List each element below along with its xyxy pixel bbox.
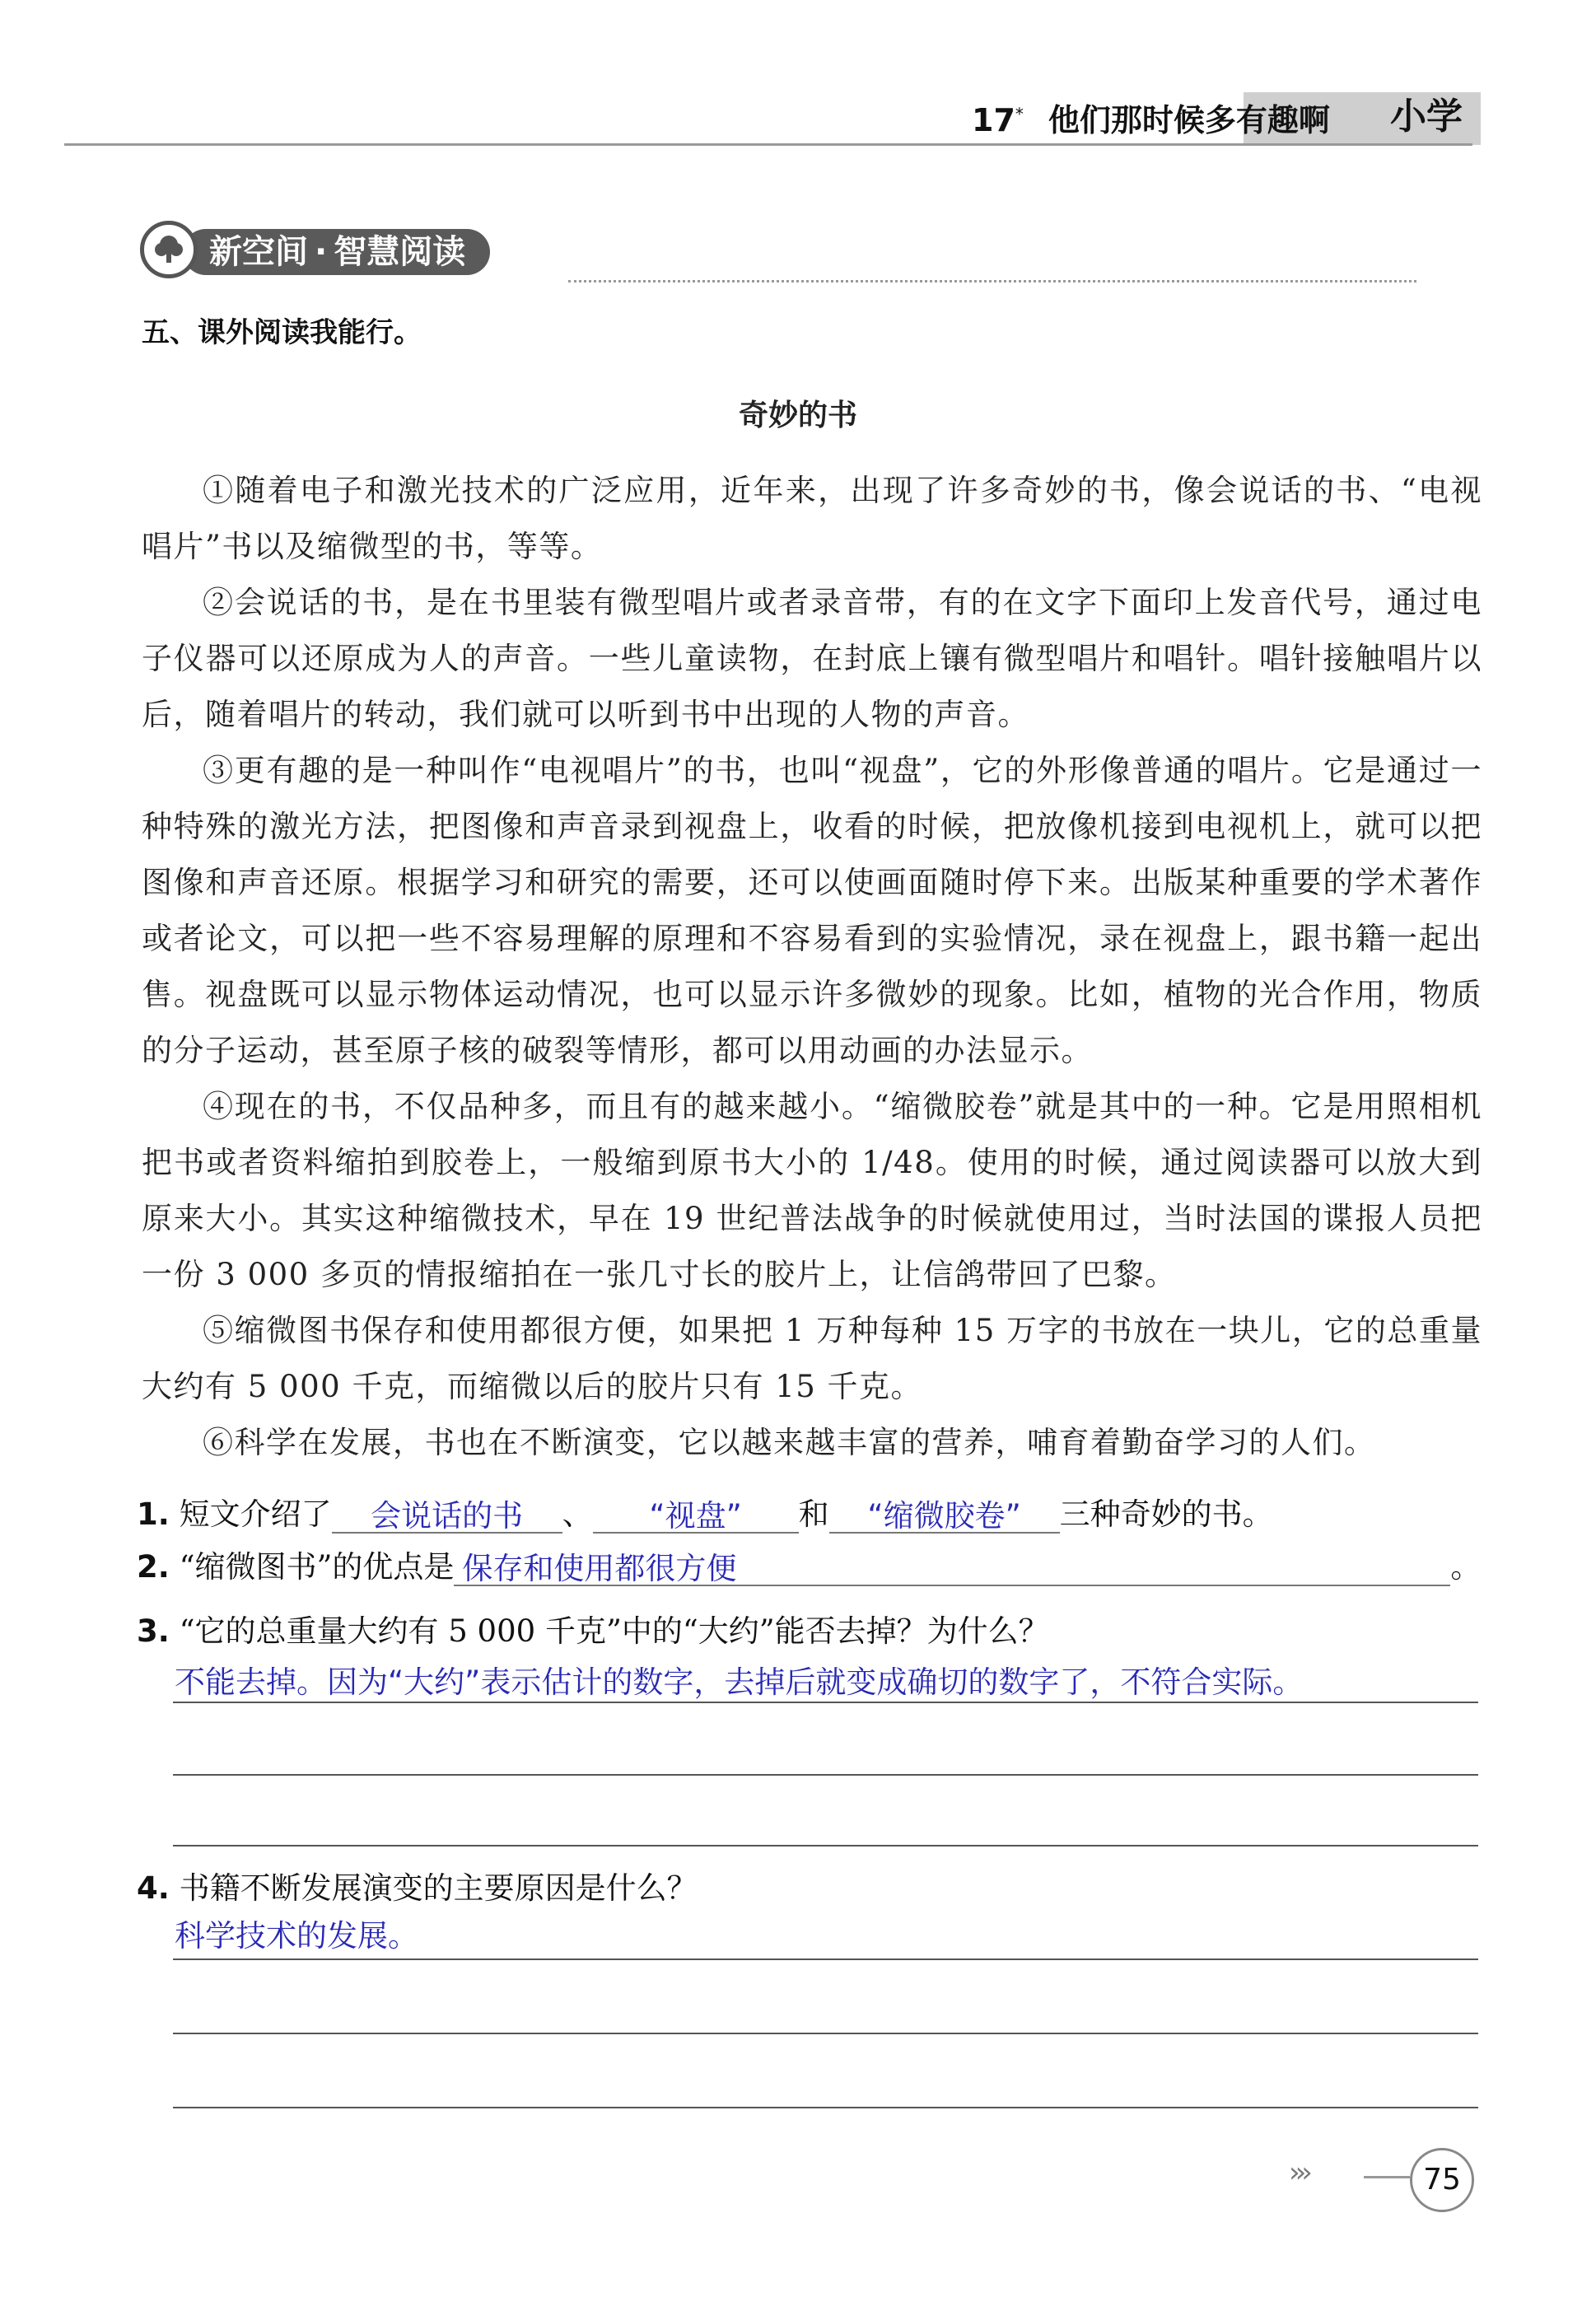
question-2-prefix: “缩微图书”的优点是 [179,1549,455,1585]
question-3-line-1[interactable] [173,1702,1478,1703]
tree-icon-graphic [151,231,187,268]
header-rule [64,143,1472,146]
section-heading [140,224,1423,278]
question-3-text: “它的总重量大约有 5 000 千克”中的“大约”能否去掉？为什么？ [179,1613,1049,1649]
question-2-suffix: 。 [1450,1549,1482,1585]
question-4-number: 4. [137,1870,170,1906]
question-4-line-1[interactable] [173,1959,1478,1960]
question-4 [137,1863,698,1907]
paragraph-5: ⑤缩微图书保存和使用都很方便，如果把 1 万种每种 15 万字的书放在一块儿，它的总重量大约有 5 000 千克，而缩微以后的胶片只有 15 千克。 [142,1313,1482,1404]
question-2-blank[interactable] [454,1543,1450,1586]
question-4-line-3[interactable] [173,2107,1478,2108]
grade-badge: 小学 [1390,96,1463,138]
question-4-answer: 科学技术的发展。 [175,1918,418,1954]
paragraph-4: ④现在的书，不仅品种多，而且有的越来越小。“缩微胶卷”就是其中的一种。它是用照相机把书或者资料缩拍到胶卷上，一般缩到原书大小的 1/48。使用的时候，通过阅读器可以放大到原来大小。其实这种缩微技术，早在 19 世纪普法战争的时候就使用过，当时法国的谍报人员把一份 3 000 多页的情报缩拍在一张几寸长的胶片上，让信鸽带回了巴黎。 [142,1089,1482,1292]
question-1-number: 1. [137,1496,170,1532]
question-2-answer: 保存和使用都很方便 [462,1551,737,1586]
page-number: 75 [1410,2148,1474,2212]
question-3-number: 3. [137,1613,170,1649]
question-1-answer-2: “视盘” [649,1498,742,1534]
question-1-suffix: 三种奇妙的书。 [1059,1496,1273,1532]
paragraph-3: ③更有趣的是一种叫作“电视唱片”的书，也叫“视盘”，它的外形像普通的唱片。它是通过一种特殊的激光方法，把图像和声音录到视盘上，收看的时候，把放像机接到电视机上，就可以把图像和声音还原。根据学习和研究的需要，还可以使画面随时停下来。出版某种重要的学术著作或者论文，可以把一些不容易理解的原理和不容易看到的实验情况，录在视盘上，跟书籍一起出售。视盘既可以显示物体运动情况，也可以显示许多微妙的现象。比如，植物的光合作用，物质的分子运动，甚至原子核的破裂等情形，都可以用动画的办法显示。 [142,753,1482,1068]
question-3-line-3[interactable] [173,1845,1478,1846]
article-title: 奇妙的书 [738,399,857,432]
lesson-header [972,95,1330,140]
page-arrow-tail [1364,2176,1410,2178]
question-4-line-2[interactable] [173,2033,1478,2034]
section-name-left: 新空间 [209,233,308,271]
question-3-answer: 不能去掉。因为“大约”表示估计的数字，去掉后就变成确切的数字了，不符合实际。 [175,1664,1304,1700]
question-1-answer-1: 会说话的书 [371,1498,524,1534]
article-body [142,463,1482,1471]
question-1-answer-3: “缩微胶卷” [867,1498,1021,1534]
paragraph-2: ②会说话的书，是在书里装有微型唱片或者录音带，有的在文字下面印上发音代号，通过电子仪器可以还原成为人的声音。一些儿童读物，在封底上镶有微型唱片和唱针。唱针接触唱片以后，随着唱片的转动，我们就可以听到书中出现的人物的声音。 [142,585,1482,732]
question-1-prefix: 短文介绍了 [179,1496,332,1532]
question-1-blank-2[interactable] [593,1491,799,1534]
question-3 [137,1606,1049,1650]
section-pill [183,229,490,275]
page-arrows-icon: ››› [1289,2156,1308,2189]
section-name-right: 智慧阅读 [334,233,466,271]
question-2-number: 2. [137,1549,170,1585]
question-4-text: 书籍不断发展演变的主要原因是什么？ [179,1870,698,1906]
question-2 [137,1542,1481,1586]
question-1-blank-1[interactable] [332,1491,562,1534]
question-1-blank-3[interactable] [829,1491,1060,1534]
paragraph-6: ⑥科学在发展，书也在不断演变，它以越来越丰富的营养，哺育着勤奋学习的人们。 [203,1425,1376,1460]
tree-icon [140,221,198,278]
part-title: 五、课外阅读我能行。 [142,316,422,349]
lesson-title: 他们那时候多有趣啊 [1048,102,1330,138]
lesson-mark: * [1015,104,1024,124]
question-3-line-2[interactable] [173,1774,1478,1776]
question-1 [137,1489,1273,1534]
section-divider [568,280,1416,282]
section-separator: · [315,233,328,271]
paragraph-1: ①随着电子和激光技术的广泛应用，近年来，出现了许多奇妙的书，像会说话的书、“电视唱片”书以及缩微型的书，等等。 [142,473,1482,564]
question-1-separator-1: 、 [562,1496,593,1532]
question-1-separator-2: 和 [798,1496,829,1532]
lesson-number: 17 [972,102,1015,138]
